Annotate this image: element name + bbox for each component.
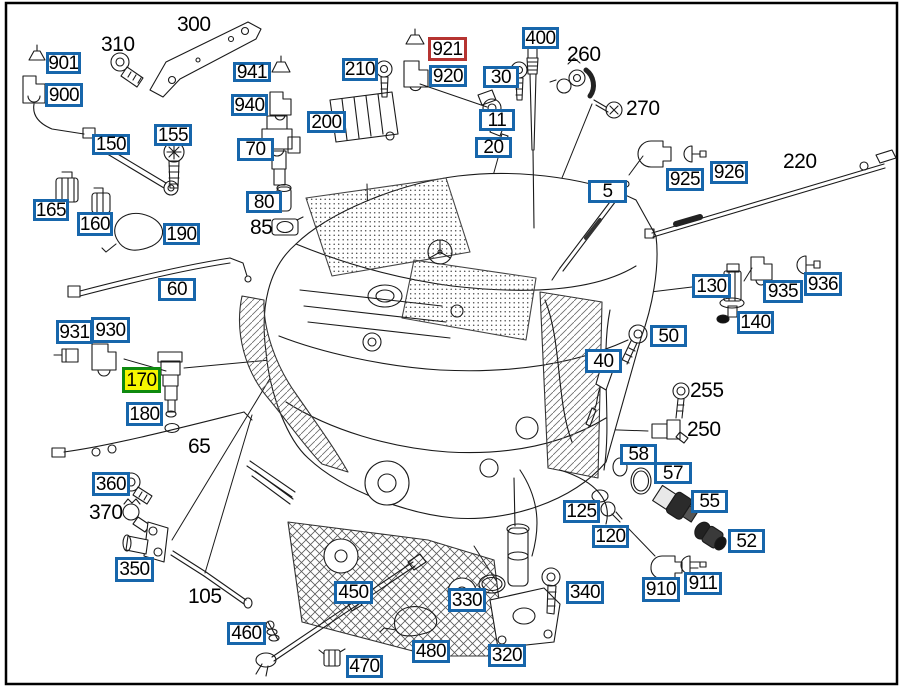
part-label-65: 65 [188, 435, 211, 458]
part-label-120[interactable]: 120 [592, 525, 629, 548]
part-label-300: 300 [177, 13, 211, 36]
part-label-901[interactable]: 901 [46, 52, 81, 74]
part-label-911[interactable]: 911 [684, 572, 722, 595]
part-label-30[interactable]: 30 [483, 66, 519, 88]
part-label-926[interactable]: 926 [710, 161, 748, 184]
part-label-921[interactable]: 921 [428, 37, 467, 61]
part-label-250: 250 [687, 418, 721, 441]
part-label-200[interactable]: 200 [307, 111, 346, 133]
part-label-920[interactable]: 920 [429, 65, 467, 87]
part-label-190[interactable]: 190 [163, 223, 200, 245]
part-label-105: 105 [188, 585, 222, 608]
part-label-210[interactable]: 210 [342, 58, 378, 81]
part-label-5[interactable]: 5 [588, 180, 627, 203]
part-label-460[interactable]: 460 [227, 622, 266, 645]
part-label-941[interactable]: 941 [233, 62, 271, 82]
part-label-910[interactable]: 910 [642, 577, 680, 602]
part-label-400[interactable]: 400 [522, 27, 559, 49]
part-label-360[interactable]: 360 [92, 472, 130, 496]
part-label-470[interactable]: 470 [346, 655, 383, 678]
part-label-85: 85 [250, 216, 273, 239]
part-label-55[interactable]: 55 [691, 490, 728, 513]
part-label-58[interactable]: 58 [620, 444, 657, 465]
part-label-310: 310 [101, 33, 135, 56]
part-label-70[interactable]: 70 [237, 138, 274, 161]
part-label-140[interactable]: 140 [737, 311, 774, 334]
part-label-40[interactable]: 40 [585, 349, 622, 373]
part-label-11[interactable]: 11 [479, 109, 515, 131]
part-label-936[interactable]: 936 [804, 272, 842, 296]
part-label-80[interactable]: 80 [246, 191, 282, 213]
part-label-220: 220 [783, 150, 817, 173]
part-label-370: 370 [89, 501, 123, 524]
part-label-930[interactable]: 930 [91, 317, 130, 343]
part-label-50[interactable]: 50 [650, 325, 687, 347]
part-label-57[interactable]: 57 [654, 462, 692, 484]
part-label-480[interactable]: 480 [412, 640, 450, 663]
part-label-935[interactable]: 935 [763, 280, 803, 303]
part-label-170[interactable]: 170 [122, 367, 161, 393]
part-label-931[interactable]: 931 [56, 320, 93, 344]
part-label-450[interactable]: 450 [334, 581, 373, 604]
part-label-165[interactable]: 165 [33, 199, 69, 221]
part-label-940[interactable]: 940 [231, 94, 268, 116]
part-label-260: 260 [567, 43, 601, 66]
part-label-350[interactable]: 350 [115, 557, 154, 582]
part-label-925[interactable]: 925 [666, 168, 704, 191]
part-label-155[interactable]: 155 [154, 124, 192, 146]
part-label-125[interactable]: 125 [563, 500, 600, 523]
part-label-900[interactable]: 900 [45, 83, 83, 107]
part-label-160[interactable]: 160 [77, 212, 113, 236]
part-label-150[interactable]: 150 [92, 134, 130, 155]
part-label-52[interactable]: 52 [728, 529, 765, 553]
part-label-130[interactable]: 130 [692, 274, 731, 298]
part-label-330[interactable]: 330 [448, 588, 486, 612]
part-label-320[interactable]: 320 [488, 644, 526, 667]
part-label-270: 270 [626, 97, 660, 120]
part-label-255: 255 [690, 379, 724, 402]
part-label-60[interactable]: 60 [158, 278, 196, 301]
part-label-340[interactable]: 340 [566, 581, 604, 604]
part-label-180[interactable]: 180 [126, 402, 163, 426]
part-label-20[interactable]: 20 [475, 137, 512, 158]
